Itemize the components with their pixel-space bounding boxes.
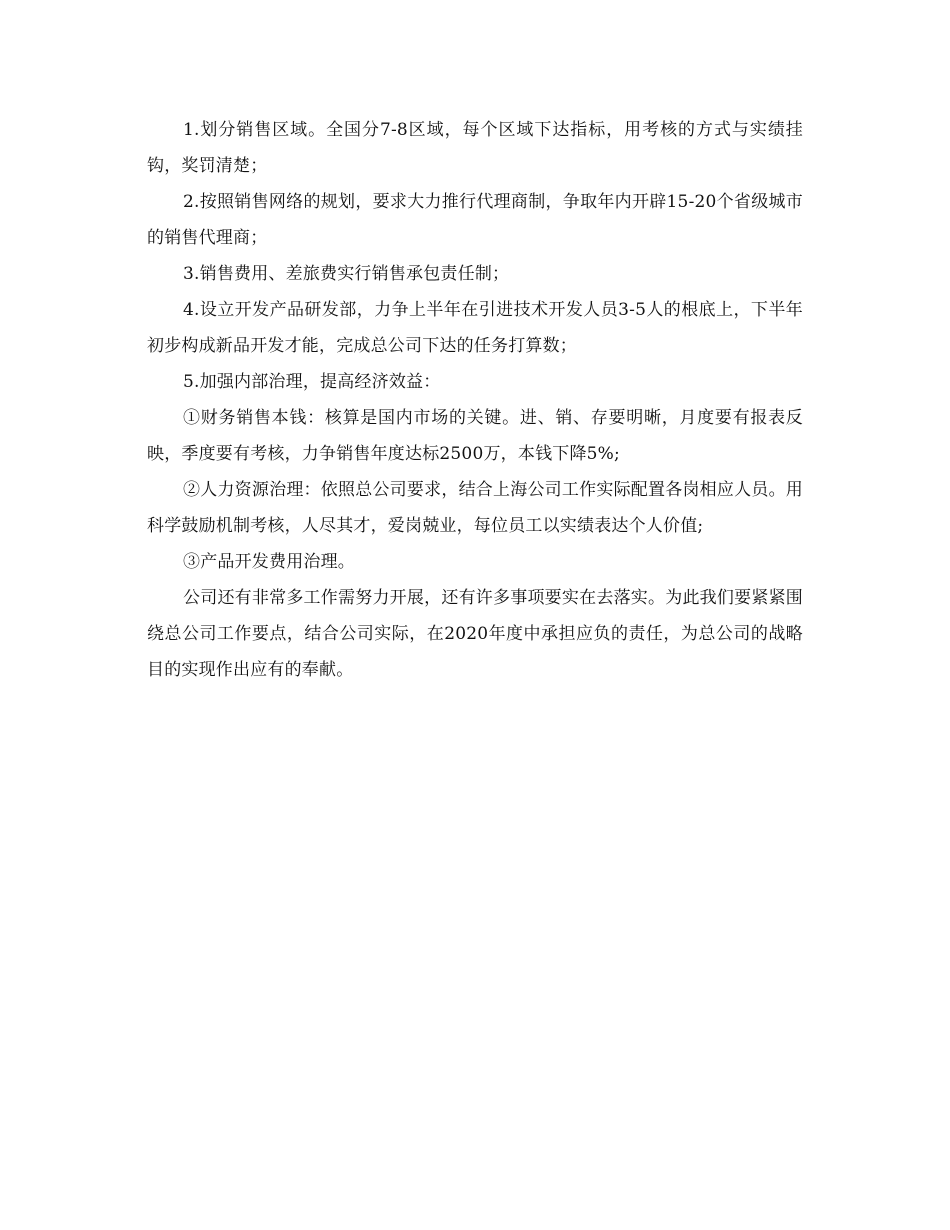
- paragraph-1: 1.划分销售区域。全国分7-8区域，每个区域下达指标，用考核的方式与实绩挂钩，奖罚清楚；: [147, 120, 803, 176]
- paragraph-5-item-3: ③产品开发费用治理。: [183, 552, 355, 572]
- paragraph-5-item-2: ②人力资源治理：依照总公司要求，结合上海公司工作实际配置各岗相应人员。用科学鼓励机制考核，人尽其才，爱岗兢业，每位员工以实绩表达个人价值;: [147, 480, 803, 536]
- paragraph-4: 4.设立开发产品研发部，力争上半年在引进技术开发人员3-5人的根底上，下半年初步构成新品开发才能，完成总公司下达的任务打算数；: [147, 300, 803, 356]
- paragraph-5-item-1: ①财务销售本钱：核算是国内市场的关键。进、销、存要明晰，月度要有报表反映，季度要有考核，力争销售年度达标2500万，本钱下降5%;: [147, 408, 803, 464]
- document-body: [147, 112, 803, 688]
- paragraph-5: 5.加强内部治理，提高经济效益：: [183, 372, 441, 392]
- paragraph-3: 3.销售费用、差旅费实行销售承包责任制；: [183, 264, 510, 284]
- closing-paragraph: 公司还有非常多工作需努力开展，还有许多事项要实在去落实。为此我们要紧紧围绕总公司工作要点，结合公司实际，在2020年度中承担应负的责任，为总公司的战略目的实现作出应有的奉献。: [147, 588, 803, 680]
- paragraph-2: 2.按照销售网络的规划，要求大力推行代理商制，争取年内开辟15-20个省级城市的销售代理商；: [147, 192, 803, 248]
